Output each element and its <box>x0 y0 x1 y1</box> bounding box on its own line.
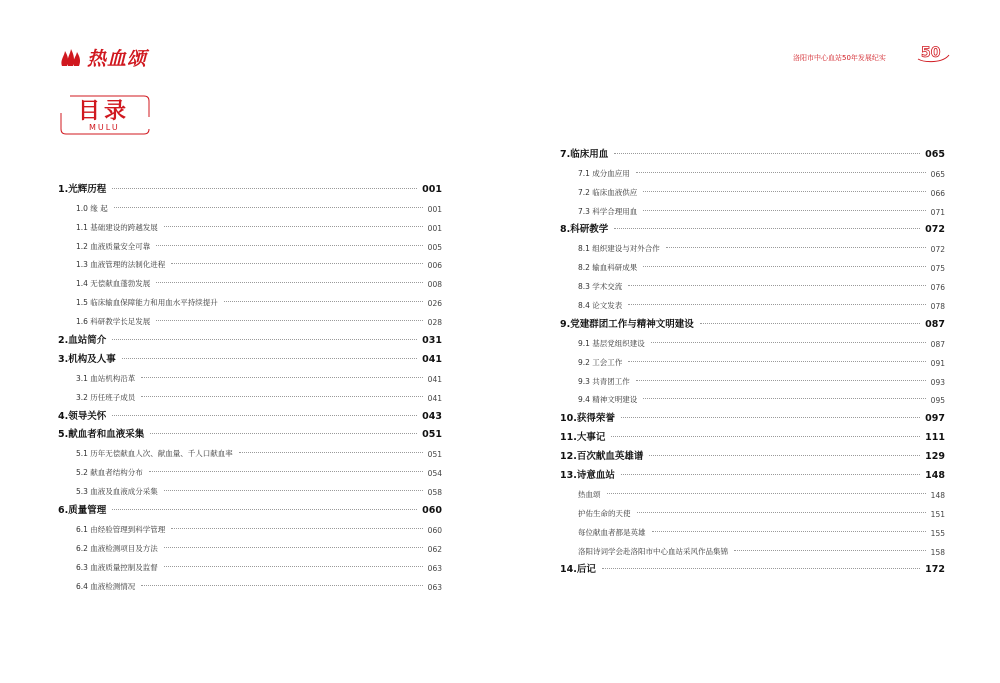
toc-entry-label: 10.获得荣誉 <box>560 413 615 425</box>
toc-chapter-entry[interactable] <box>58 497 442 516</box>
toc-entry-page: 151 <box>930 509 945 519</box>
dot-leader <box>643 210 925 211</box>
toc-entry-label: 9.3 共青团工作 <box>578 376 630 386</box>
toc-entry-page: 058 <box>427 488 442 498</box>
toc-entry-label: 4.领导关怀 <box>58 410 107 422</box>
toc-section-entry[interactable] <box>58 459 442 478</box>
toc-left-column <box>58 176 442 592</box>
toc-entry-label: 7.临床用血 <box>560 148 609 160</box>
dot-leader <box>700 323 920 324</box>
toc-title-en: MULU <box>89 123 120 132</box>
toc-entry-page: 075 <box>930 264 945 274</box>
toc-section-entry[interactable] <box>58 233 442 252</box>
toc-entry-page: 026 <box>427 299 442 309</box>
dot-leader <box>156 282 422 283</box>
toc-entry-label: 1.4 无偿献血蓬勃发展 <box>76 279 151 289</box>
dot-leader <box>636 172 926 173</box>
toc-section-entry[interactable] <box>560 160 945 179</box>
toc-entry-label: 6.4 血液检测情况 <box>76 581 136 591</box>
toc-title: 目录 <box>78 99 131 124</box>
toc-entry-page: 087 <box>925 318 945 330</box>
dot-leader <box>112 415 417 416</box>
toc-entry-page: 031 <box>422 335 442 347</box>
dot-leader <box>171 528 422 529</box>
toc-entry-page: 051 <box>427 450 442 460</box>
dot-leader <box>141 377 422 378</box>
dot-leader <box>112 188 417 189</box>
toc-entry-page: 087 <box>930 339 945 349</box>
toc-entry-label: 1.光辉历程 <box>58 183 107 195</box>
anniversary-50-icon <box>915 43 951 63</box>
toc-entry-label: 7.1 成分血应用 <box>578 168 630 178</box>
dot-leader <box>628 285 925 286</box>
toc-entry-label: 12.百次献血英雄谱 <box>560 451 644 463</box>
toc-entry-label: 洛阳诗词学会赴洛阳市中心血站采风作品集锦 <box>578 546 728 556</box>
dot-leader <box>643 191 925 192</box>
dot-leader <box>651 342 926 343</box>
dot-leader <box>164 490 423 491</box>
toc-section-entry[interactable] <box>58 535 442 554</box>
dot-leader <box>122 358 417 359</box>
toc-section-entry[interactable] <box>58 289 442 308</box>
toc-chapter-entry[interactable] <box>560 424 945 443</box>
toc-entry-page: 095 <box>930 396 945 406</box>
toc-entry-page: 148 <box>930 490 945 500</box>
toc-entry-label: 8.3 学术交流 <box>578 282 623 292</box>
dot-leader <box>614 153 920 154</box>
toc-entry-label: 6.质量管理 <box>58 505 107 517</box>
dot-leader <box>164 566 423 567</box>
toc-chapter-entry[interactable] <box>560 311 945 330</box>
toc-chapter-entry[interactable] <box>560 217 945 236</box>
toc-chapter-entry[interactable] <box>560 443 945 462</box>
toc-section-entry[interactable] <box>58 252 442 271</box>
toc-entry-label: 13.诗意血站 <box>560 470 615 482</box>
toc-entry-label: 3.机构及人事 <box>58 353 116 365</box>
toc-entry-page: 028 <box>427 318 442 328</box>
flame-icon <box>60 49 82 67</box>
dot-leader <box>150 433 417 434</box>
toc-entry-label: 1.1 基础建设的跨越发展 <box>76 222 158 232</box>
toc-entry-label: 热血颂 <box>578 489 601 499</box>
toc-entry-label: 1.2 血液质量安全可靠 <box>76 241 151 251</box>
logo-text: 热血颂 <box>87 48 148 70</box>
toc-entry-label: 11.大事记 <box>560 432 606 444</box>
toc-entry-page: 041 <box>427 393 442 403</box>
toc-entry-page: 158 <box>930 547 945 557</box>
toc-entry-page: 172 <box>925 564 945 576</box>
toc-entry-label: 6.1 由经验管理到科学管理 <box>76 524 166 534</box>
toc-section-entry[interactable] <box>58 440 442 459</box>
toc-entry-page: 054 <box>427 469 442 479</box>
toc-entry-label: 1.3 血液管理的法制化进程 <box>76 260 166 270</box>
toc-entry-page: 148 <box>925 470 945 482</box>
dot-leader <box>628 304 925 305</box>
toc-entry-page: 129 <box>925 451 945 463</box>
toc-section-entry[interactable] <box>58 214 442 233</box>
toc-chapter-entry[interactable] <box>58 176 442 195</box>
toc-entry-page: 078 <box>930 302 945 312</box>
logo <box>60 44 147 71</box>
toc-section-entry[interactable] <box>560 235 945 254</box>
toc-entry-label: 7.2 临床血液供应 <box>578 187 638 197</box>
dot-leader <box>156 320 422 321</box>
dot-leader <box>614 228 920 229</box>
toc-chapter-entry[interactable] <box>58 346 442 365</box>
toc-right-column <box>560 141 945 575</box>
toc-entry-page: 063 <box>427 563 442 573</box>
toc-section-entry[interactable] <box>58 573 442 592</box>
toc-section-entry[interactable] <box>560 349 945 368</box>
dot-leader <box>621 417 920 418</box>
dot-leader <box>112 339 417 340</box>
dot-leader <box>637 512 926 513</box>
toc-chapter-entry[interactable] <box>58 422 442 441</box>
toc-chapter-entry[interactable] <box>58 403 442 422</box>
toc-entry-page: 051 <box>422 429 442 441</box>
toc-section-entry[interactable] <box>58 308 442 327</box>
toc-entry-page: 041 <box>427 374 442 384</box>
toc-chapter-entry[interactable] <box>58 327 442 346</box>
toc-section-entry[interactable] <box>560 500 945 519</box>
dot-leader <box>636 380 926 381</box>
toc-entry-label: 5.3 血液及血液成分采集 <box>76 487 158 497</box>
toc-entry-page: 043 <box>422 410 442 422</box>
toc-entry-page: 111 <box>925 432 945 444</box>
toc-section-entry[interactable] <box>560 273 945 292</box>
toc-entry-page: 072 <box>930 245 945 255</box>
toc-entry-label: 9.4 精神文明建设 <box>578 395 638 405</box>
toc-entry-label: 9.1 基层党组织建设 <box>578 338 645 348</box>
toc-entry-page: 066 <box>930 188 945 198</box>
toc-section-entry[interactable] <box>560 292 945 311</box>
dot-leader <box>164 226 423 227</box>
dot-leader <box>112 509 417 510</box>
dot-leader <box>649 455 920 456</box>
toc-entry-label: 5.1 历年无偿献血人次、献血量、千人口献血率 <box>76 449 233 459</box>
toc-entry-page: 072 <box>925 224 945 236</box>
dot-leader <box>628 361 925 362</box>
toc-section-entry[interactable] <box>58 478 442 497</box>
dot-leader <box>607 493 926 494</box>
dot-leader <box>224 301 423 302</box>
toc-entry-page: 091 <box>930 358 945 368</box>
toc-entry-label: 8.4 论文发表 <box>578 301 623 311</box>
toc-entry-page: 001 <box>422 183 442 195</box>
toc-entry-page: 093 <box>930 377 945 387</box>
dot-leader <box>114 207 423 208</box>
toc-section-entry[interactable] <box>560 179 945 198</box>
toc-entry-label: 每位献血者都是英雄 <box>578 527 646 537</box>
toc-entry-label: 3.1 血站机构沿革 <box>76 373 136 383</box>
toc-entry-label: 7.3 科学合理用血 <box>578 206 638 216</box>
toc-entry-label: 9.党建群团工作与精神文明建设 <box>560 318 694 330</box>
toc-entry-label: 1.5 临床输血保障能力和用血水平持续提升 <box>76 298 218 308</box>
toc-section-entry[interactable] <box>560 519 945 538</box>
dot-leader <box>643 398 925 399</box>
dot-leader <box>141 396 422 397</box>
dot-leader <box>156 245 422 246</box>
toc-chapter-entry[interactable] <box>560 141 945 160</box>
toc-entry-label: 8.2 输血科研成果 <box>578 263 638 273</box>
toc-entry-label: 6.3 血液质量控制及监督 <box>76 562 158 572</box>
dot-leader <box>666 247 926 248</box>
toc-entry-page: 065 <box>930 169 945 179</box>
toc-entry-label: 1.0 缘 起 <box>76 203 108 213</box>
toc-section-entry[interactable] <box>560 198 945 217</box>
toc-entry-label: 1.6 科研教学长足发展 <box>76 317 151 327</box>
dot-leader <box>734 550 926 551</box>
toc-section-entry[interactable] <box>58 554 442 573</box>
toc-entry-page: 062 <box>427 544 442 554</box>
dot-leader <box>621 474 920 475</box>
toc-entry-label: 5.2 献血者结构分布 <box>76 468 143 478</box>
toc-entry-page: 001 <box>427 204 442 214</box>
anniversary-number: 50 <box>921 45 941 61</box>
toc-entry-page: 097 <box>925 413 945 425</box>
toc-entry-label: 3.2 历任班子成员 <box>76 392 136 402</box>
dot-leader <box>171 263 422 264</box>
toc-entry-page: 076 <box>930 283 945 293</box>
toc-entry-page: 060 <box>427 525 442 535</box>
toc-section-entry[interactable] <box>58 516 442 535</box>
toc-section-entry[interactable] <box>560 481 945 500</box>
toc-entry-label: 2.血站简介 <box>58 335 107 347</box>
toc-entry-page: 071 <box>930 207 945 217</box>
dot-leader <box>141 585 422 586</box>
toc-section-entry[interactable] <box>58 195 442 214</box>
toc-entry-label: 5.献血者和血液采集 <box>58 429 145 441</box>
toc-entry-page: 065 <box>925 148 945 160</box>
toc-section-entry[interactable] <box>560 387 945 406</box>
toc-section-entry[interactable] <box>560 538 945 557</box>
toc-section-entry[interactable] <box>58 365 442 384</box>
dot-leader <box>149 471 423 472</box>
toc-entry-page: 006 <box>427 261 442 271</box>
toc-section-entry[interactable] <box>58 384 442 403</box>
toc-entry-label: 8.1 组织建设与对外合作 <box>578 244 660 254</box>
dot-leader <box>602 568 920 569</box>
toc-section-entry[interactable] <box>560 254 945 273</box>
dot-leader <box>611 436 920 437</box>
toc-section-entry[interactable] <box>560 368 945 387</box>
toc-entry-label: 14.后记 <box>560 564 596 576</box>
toc-chapter-entry[interactable] <box>560 462 945 481</box>
toc-entry-label: 9.2 工会工作 <box>578 357 623 367</box>
toc-entry-label: 8.科研教学 <box>560 224 609 236</box>
toc-entry-page: 005 <box>427 242 442 252</box>
toc-entry-page: 008 <box>427 280 442 290</box>
book-subtitle: 洛阳市中心血站50年发展纪实 <box>793 54 886 62</box>
toc-entry-page: 060 <box>422 505 442 517</box>
toc-entry-page: 041 <box>422 353 442 365</box>
dot-leader <box>164 547 423 548</box>
toc-section-entry[interactable] <box>560 330 945 349</box>
toc-chapter-entry[interactable] <box>560 557 945 576</box>
toc-entry-label: 6.2 血液检测项目及方法 <box>76 543 158 553</box>
toc-entry-page: 155 <box>930 528 945 538</box>
toc-entry-page: 063 <box>427 582 442 592</box>
toc-entry-page: 001 <box>427 223 442 233</box>
dot-leader <box>643 266 925 267</box>
toc-chapter-entry[interactable] <box>560 405 945 424</box>
toc-section-entry[interactable] <box>58 270 442 289</box>
toc-entry-label: 护佑生命的天使 <box>578 508 631 518</box>
dot-leader <box>652 531 926 532</box>
dot-leader <box>239 452 423 453</box>
